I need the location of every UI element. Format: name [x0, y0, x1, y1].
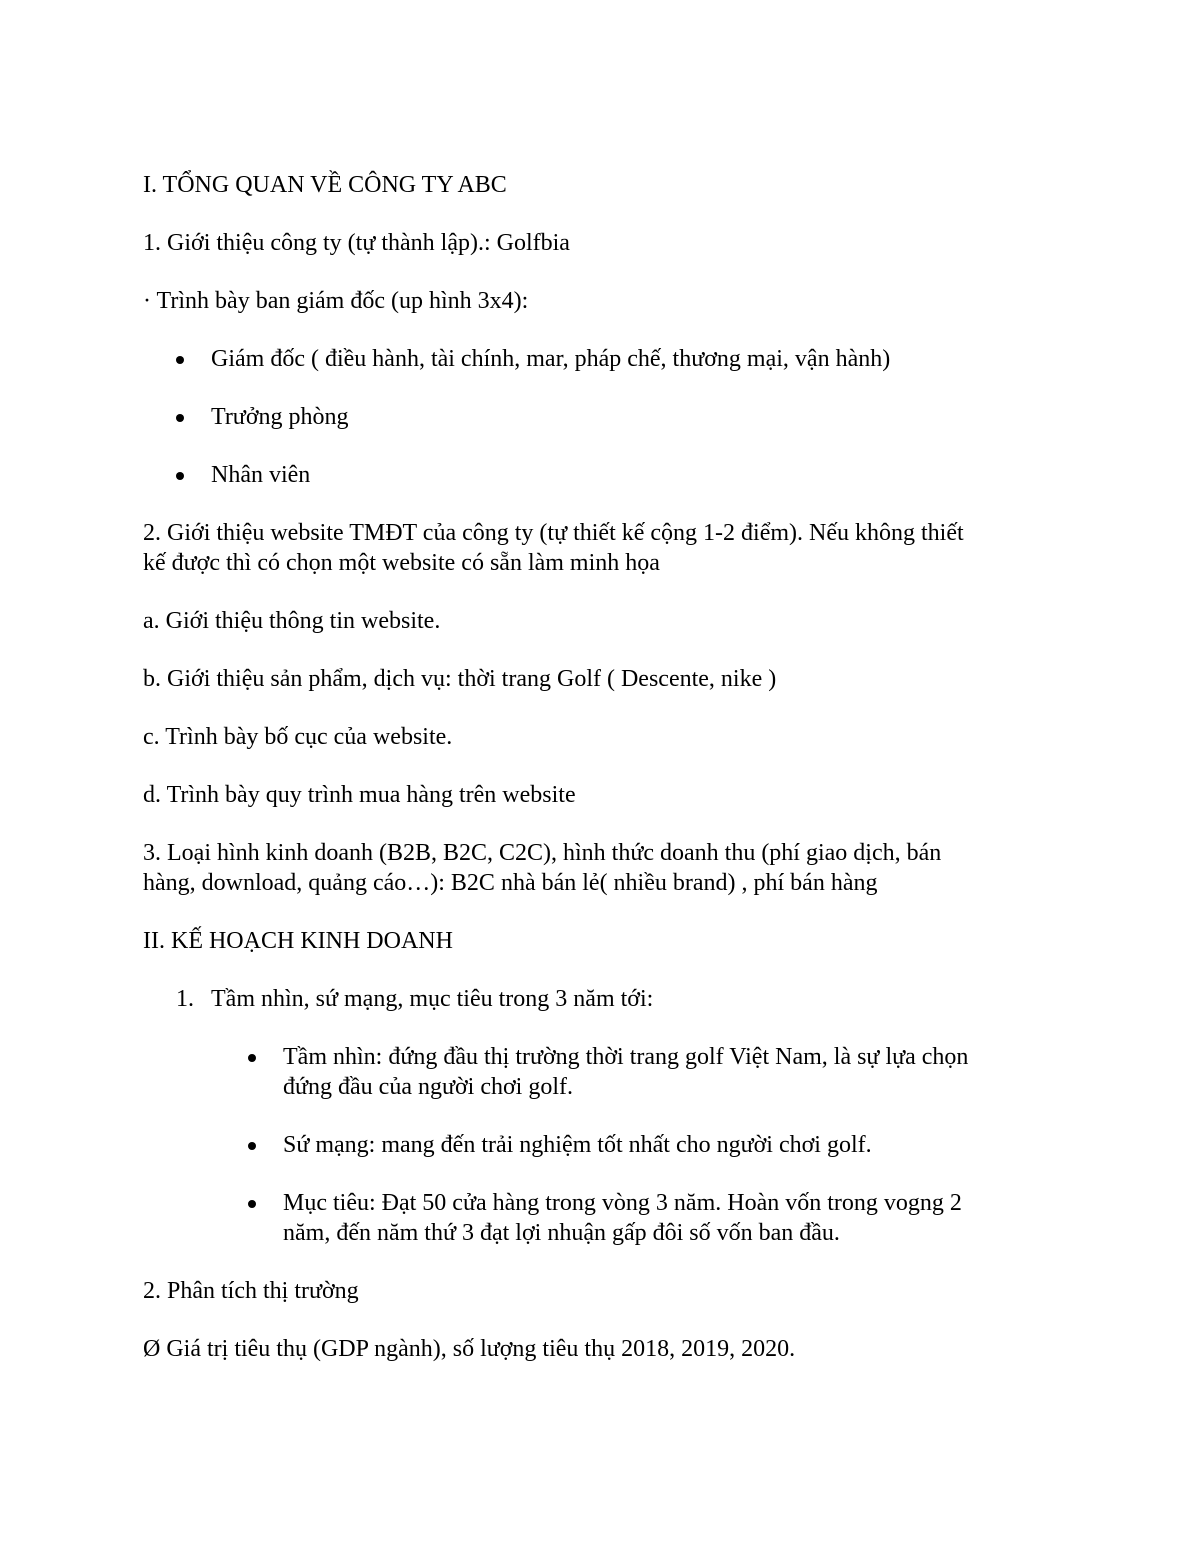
- mission-line: Sứ mạng: mang đến trải nghiệm tốt nhất cho người chơi golf.: [283, 1132, 872, 1158]
- market-analysis-detail: Ø Giá trị tiêu thụ (GDP ngành), số lượng tiêu thụ 2018, 2019, 2020.: [143, 1336, 796, 1362]
- list-number-marker: 1.: [176, 986, 194, 1012]
- bullet-icon: [176, 356, 184, 364]
- board-item-manager: Trưởng phòng: [211, 404, 349, 430]
- bullet-icon: [248, 1142, 256, 1150]
- item-business-type-line1: 3. Loại hình kinh doanh (B2B, B2C, C2C), hình thức doanh thu (phí giao dịch, bán: [143, 840, 942, 866]
- item-vision-mission-goals: Tầm nhìn, sứ mạng, mục tiêu trong 3 năm tới:: [211, 986, 654, 1012]
- board-item-director: Giám đốc ( điều hành, tài chính, mar, pháp chế, thương mại, vận hành): [211, 346, 891, 372]
- item-website-intro-line1: 2. Giới thiệu website TMĐT của công ty (tự thiết kế cộng 1-2 điểm). Nếu không thiết: [143, 520, 964, 546]
- board-item-staff: Nhân viên: [211, 462, 311, 488]
- bullet-icon: [248, 1200, 256, 1208]
- item-website-intro-line2: kế được thì có chọn một website có sẵn làm minh họa: [143, 550, 660, 576]
- section-1-heading: I. TỔNG QUAN VỀ CÔNG TY ABC: [143, 172, 507, 198]
- goal-line2: năm, đến năm thứ 3 đạt lợi nhuận gấp đôi số vốn ban đầu.: [283, 1220, 840, 1246]
- item-market-analysis: 2. Phân tích thị trường: [143, 1278, 359, 1304]
- sub-item-b: b. Giới thiệu sản phẩm, dịch vụ: thời trang Golf ( Descente, nike ): [143, 666, 777, 692]
- sub-item-d: d. Trình bày quy trình mua hàng trên website: [143, 782, 576, 808]
- item-company-intro: 1. Giới thiệu công ty (tự thành lập).: Golfbia: [143, 230, 570, 256]
- vision-line2: đứng đầu của người chơi golf.: [283, 1074, 574, 1100]
- goal-line1: Mục tiêu: Đạt 50 cửa hàng trong vòng 3 năm. Hoàn vốn trong vogng 2: [283, 1190, 962, 1216]
- sub-item-c: c. Trình bày bố cục của website.: [143, 724, 453, 750]
- bullet-icon: [176, 414, 184, 422]
- vision-line1: Tầm nhìn: đứng đầu thị trường thời trang golf Việt Nam, là sự lựa chọn: [283, 1044, 969, 1070]
- sub-item-a: a. Giới thiệu thông tin website.: [143, 608, 441, 634]
- bullet-icon: [248, 1054, 256, 1062]
- board-intro: · Trình bày ban giám đốc (up hình 3x4):: [143, 288, 529, 314]
- item-business-type-line2: hàng, download, quảng cáo…): B2C nhà bán lẻ( nhiều brand) , phí bán hàng: [143, 870, 878, 896]
- section-2-heading: II. KẾ HOẠCH KINH DOANH: [143, 928, 453, 954]
- bullet-icon: [176, 472, 184, 480]
